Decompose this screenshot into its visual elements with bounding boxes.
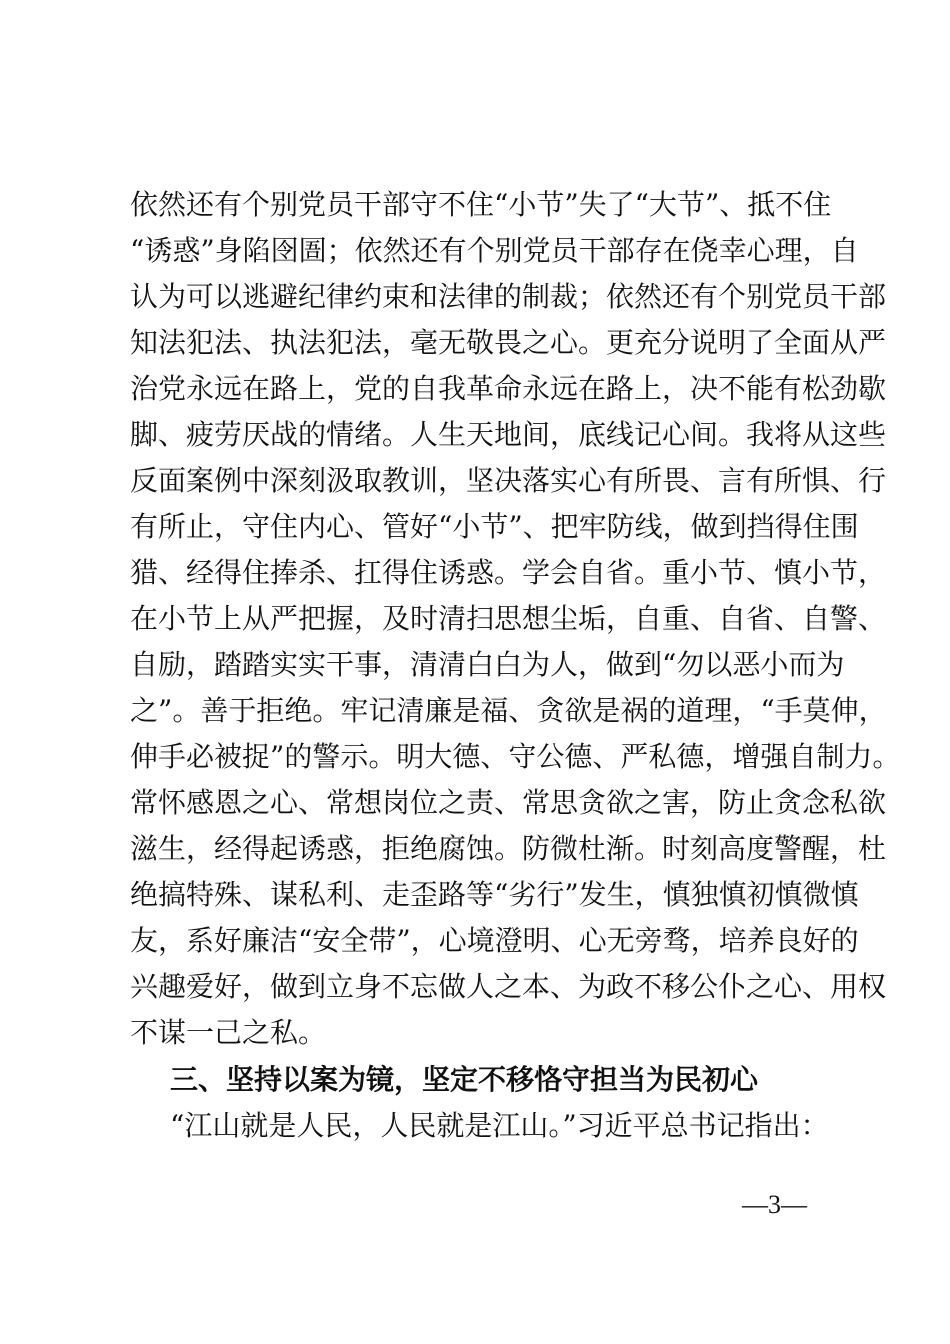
body-text-line: 认为可以逃避纪律约束和法律的制裁；依然还有个别党员干部: [130, 280, 887, 313]
paragraph-start: “江山就是人民，人民就是江山。”习近平总书记指出：: [170, 1109, 829, 1142]
body-text-line: 脚、疲劳厌战的情绪。人生天地间，底线记心间。我将从这些: [130, 418, 887, 451]
body-text-line: 伸手必被捉”的警示。明大德、守公德、严私德，增强自制力。: [130, 740, 901, 773]
body-text-line: 猎、经得住捧杀、扛得住诱惑。学会自省。重小节、慎小节，: [130, 556, 887, 589]
body-text-line: 有所止，守住内心、管好“小节”、把牢防线，做到挡得住围: [130, 510, 859, 543]
body-text-line: 依然还有个别党员干部守不住“小节”失了“大节”、抵不住: [130, 188, 832, 221]
page-number: —3—: [742, 1190, 807, 1219]
body-text-line: “诱惑”身陷囹圄；依然还有个别党员干部存在侥幸心理，自: [130, 234, 859, 267]
body-text-line: 不谋一己之私。: [130, 1016, 327, 1049]
section-heading: 三、坚持以案为镜，坚定不移恪守担当为民初心: [170, 1063, 759, 1096]
body-text-line: 兴趣爱好，做到立身不忘做人之本、为政不移公仆之心、用权: [130, 970, 887, 1003]
body-text-line: 治党永远在路上，党的自我革命永远在路上，决不能有松劲歇: [130, 372, 887, 405]
body-text-line: 自励，踏踏实实干事，清清白白为人，做到“勿以恶小而为: [130, 648, 845, 681]
body-text-line: 滋生，经得起诱惑，拒绝腐蚀。防微杜渐。时刻高度警醒，杜: [130, 832, 887, 865]
body-text-line: 绝搞特殊、谋私利、走歪路等“劣行”发生，慎独慎初慎微慎: [130, 878, 859, 911]
body-text-line: 友，系好廉洁“安全带”，心境澄明、心无旁骛，培养良好的: [130, 924, 859, 957]
body-text-line: 知法犯法、执法犯法，毫无敬畏之心。更充分说明了全面从严: [130, 326, 887, 359]
body-text-line: 在小节上从严把握，及时清扫思想尘垢，自重、自省、自警、: [130, 602, 887, 635]
body-text-line: 之”。善于拒绝。牢记清廉是福、贪欲是祸的道理，“手莫伸，: [130, 694, 887, 727]
body-text-line: 常怀感恩之心、常想岗位之责、常思贪欲之害，防止贪念私欲: [130, 786, 887, 819]
body-text-line: 反面案例中深刻汲取教训，坚决落实心有所畏、言有所惧、行: [130, 464, 887, 497]
